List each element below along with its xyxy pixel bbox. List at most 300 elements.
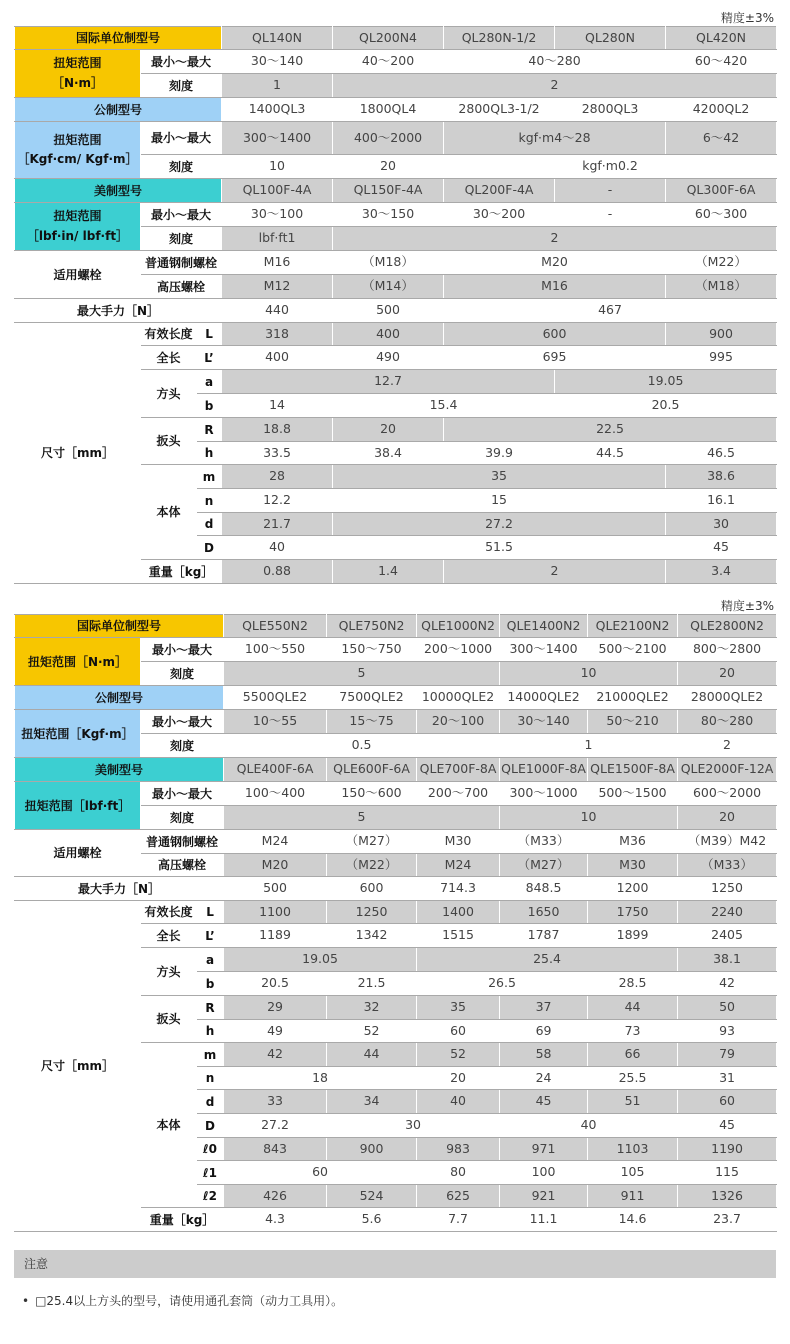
value-cell: 524: [327, 1185, 417, 1208]
value-cell: M16: [222, 251, 333, 275]
value-cell: 426: [224, 1185, 327, 1208]
value-cell: 5.6: [327, 1208, 417, 1232]
value-cell: 2: [678, 734, 777, 758]
value-cell: 30～200: [444, 203, 555, 227]
model-cell: QLE1000N2: [417, 615, 500, 638]
value-cell: 40: [500, 1114, 678, 1138]
model-cell: 28000QLE2: [678, 686, 777, 710]
intl-model-header: 国际单位制型号: [15, 615, 224, 638]
bolts-label: 适用螺栓: [15, 251, 141, 299]
value-cell: 150～600: [327, 782, 417, 806]
value-cell: 12.7: [222, 370, 555, 394]
model-cell: QLE1400N2: [500, 615, 588, 638]
value-cell: 49: [224, 1020, 327, 1043]
value-cell: 30: [327, 1114, 500, 1138]
model-cell: QLE1000F-8A: [500, 758, 588, 782]
minmax-label: 最小～最大: [141, 638, 224, 662]
value-cell: 58: [500, 1043, 588, 1067]
model-cell: QL280N: [555, 27, 666, 50]
model-cell: QLE2800N2: [678, 615, 777, 638]
torque-kgf-label: 扭矩范围 ［Kgf·cm/ Kgf·m］: [15, 122, 141, 179]
dim-key: m: [197, 465, 222, 489]
value-cell: 20.5: [555, 394, 777, 418]
bolts-label: 适用螺栓: [15, 830, 141, 877]
value-cell: 30: [666, 513, 777, 536]
value-cell: M36: [588, 830, 678, 854]
value-cell: 44.5: [555, 442, 666, 465]
scale-label: 刻度: [141, 734, 224, 758]
value-cell: 26.5: [417, 972, 588, 996]
value-cell: 1189: [224, 924, 327, 948]
value-cell: 80～280: [678, 710, 777, 734]
model-cell: 2800QL3-1/2: [444, 98, 555, 122]
value-cell: 900: [666, 323, 777, 346]
value-cell: 60～300: [666, 203, 777, 227]
value-cell: 51: [588, 1090, 678, 1114]
value-cell: 400～2000: [333, 122, 444, 155]
intl-model-row: [15, 615, 777, 638]
value-cell: 38.6: [666, 465, 777, 489]
value-cell: 40～200: [333, 50, 444, 74]
weight-label: 重量［kg］: [141, 560, 222, 584]
value-cell: （M33）: [500, 830, 588, 854]
model-cell: QL100F-4A: [222, 179, 333, 203]
bolt-steel-row: [15, 251, 777, 275]
value-cell: 20: [678, 806, 777, 830]
value-cell: M20: [224, 854, 327, 877]
value-cell: 30～100: [222, 203, 333, 227]
metric-model-header: 公制型号: [15, 686, 224, 710]
wrench-label: 扳头: [141, 996, 197, 1043]
eff-len-label: 有效长度: [141, 323, 197, 346]
value-cell: 971: [500, 1138, 588, 1161]
dim-key: m: [197, 1043, 224, 1067]
value-cell: （M18）: [666, 275, 777, 299]
minmax-label: 最小～最大: [141, 122, 222, 155]
value-cell: 10: [500, 662, 678, 686]
metric-model-row: [15, 686, 777, 710]
model-cell: 4200QL2: [666, 98, 777, 122]
model-cell: QLE600F-6A: [327, 758, 417, 782]
value-cell: 1.4: [333, 560, 444, 584]
value-cell: 18.8: [222, 418, 333, 442]
value-cell: 1787: [500, 924, 588, 948]
max-force-row: [15, 299, 777, 323]
square-label: 方头: [141, 948, 197, 996]
dim-key: ℓ1: [197, 1161, 224, 1185]
minmax-label: 最小～最大: [141, 203, 222, 227]
value-cell: 45: [500, 1090, 588, 1114]
model-cell: QL200N4: [333, 27, 444, 50]
bolt-steel-label: 普通钢制螺栓: [141, 251, 222, 275]
weight-label: 重量［kg］: [141, 1208, 224, 1232]
value-cell: 10: [500, 806, 678, 830]
value-cell: 39.9: [444, 442, 555, 465]
value-cell: 150～750: [327, 638, 417, 662]
value-cell: 14: [222, 394, 333, 418]
dim-L-row: [15, 901, 777, 924]
value-cell: 848.5: [500, 877, 588, 901]
value-cell: （M22）: [666, 251, 777, 275]
value-cell: 80: [417, 1161, 500, 1185]
value-cell: （M18）: [333, 251, 444, 275]
value-cell: 3.4: [666, 560, 777, 584]
value-cell: M30: [417, 830, 500, 854]
value-cell: 31: [678, 1067, 777, 1090]
value-cell: 318: [222, 323, 333, 346]
us-model-row: [15, 758, 777, 782]
bolt-high-label: 高压螺栓: [141, 275, 222, 299]
scale-label: 刻度: [141, 227, 222, 251]
torque-nm-label: 扭矩范围 ［N·m］: [15, 50, 141, 98]
value-cell: 921: [500, 1185, 588, 1208]
value-cell: kgf·m4～28: [444, 122, 666, 155]
value-cell: 66: [588, 1043, 678, 1067]
value-cell: 1750: [588, 901, 678, 924]
value-cell: 100～550: [224, 638, 327, 662]
dim-key: D: [197, 1114, 224, 1138]
wrench-label: 扳头: [141, 418, 197, 465]
value-cell: M20: [444, 251, 666, 275]
spec-table-2: [14, 614, 777, 1232]
dim-key: a: [197, 370, 222, 394]
model-cell: 7500QLE2: [327, 686, 417, 710]
model-cell: QLE550N2: [224, 615, 327, 638]
value-cell: 467: [444, 299, 777, 323]
dim-key: d: [197, 1090, 224, 1114]
value-cell: 24: [500, 1067, 588, 1090]
value-cell: 29: [224, 996, 327, 1020]
value-cell: 5: [224, 662, 500, 686]
lbf-range-row: [15, 782, 777, 806]
value-cell: 35: [333, 465, 666, 489]
dim-key: L’: [197, 924, 224, 948]
value-cell: 12.2: [222, 489, 333, 513]
value-cell: 1650: [500, 901, 588, 924]
value-cell: 0.88: [222, 560, 333, 584]
model-cell: QL150F-4A: [333, 179, 444, 203]
value-cell: 400: [222, 346, 333, 370]
scale-label: 刻度: [141, 74, 222, 98]
value-cell: 60: [224, 1161, 417, 1185]
body-label: 本体: [141, 465, 197, 560]
value-cell: 93: [678, 1020, 777, 1043]
value-cell: 2: [444, 560, 666, 584]
value-cell: 22.5: [444, 418, 777, 442]
value-cell: 15～75: [327, 710, 417, 734]
value-cell: 1899: [588, 924, 678, 948]
value-cell: 20: [333, 155, 444, 179]
value-cell: 800～2800: [678, 638, 777, 662]
value-cell: 911: [588, 1185, 678, 1208]
model-cell: QLE2000F-12A: [678, 758, 777, 782]
value-cell: 20: [333, 418, 444, 442]
value-cell: 18: [224, 1067, 417, 1090]
value-cell: 52: [417, 1043, 500, 1067]
value-cell: 1200: [588, 877, 678, 901]
value-cell: M24: [417, 854, 500, 877]
value-cell: 33: [224, 1090, 327, 1114]
value-cell: 625: [417, 1185, 500, 1208]
value-cell: 38.1: [678, 948, 777, 972]
value-cell: 1400: [417, 901, 500, 924]
torque-lbf-label: 扭矩范围［lbf·ft］: [15, 782, 141, 830]
body-label: 本体: [141, 1043, 197, 1208]
value-cell: 2405: [678, 924, 777, 948]
value-cell: 695: [444, 346, 666, 370]
value-cell: 21.5: [327, 972, 417, 996]
value-cell: 37: [500, 996, 588, 1020]
dim-key: n: [197, 489, 222, 513]
value-cell: 44: [327, 1043, 417, 1067]
value-cell: 100～400: [224, 782, 327, 806]
value-cell: 28: [222, 465, 333, 489]
value-cell: 7.7: [417, 1208, 500, 1232]
value-cell: 23.7: [678, 1208, 777, 1232]
value-cell: 27.2: [333, 513, 666, 536]
value-cell: 2: [333, 227, 777, 251]
spec-table-1: [14, 26, 777, 584]
model-cell: QLE750N2: [327, 615, 417, 638]
value-cell: （M33）: [678, 854, 777, 877]
value-cell: 21.7: [222, 513, 333, 536]
dim-key: d: [197, 513, 222, 536]
value-cell: 115: [678, 1161, 777, 1185]
value-cell: 15: [333, 489, 666, 513]
model-cell: 1800QL4: [333, 98, 444, 122]
value-cell: 30～140: [500, 710, 588, 734]
value-cell: 60～420: [666, 50, 777, 74]
value-cell: M30: [588, 854, 678, 877]
model-cell: 21000QLE2: [588, 686, 678, 710]
value-cell: 45: [666, 536, 777, 560]
max-force-row: [15, 877, 777, 901]
model-cell: QL200F-4A: [444, 179, 555, 203]
value-cell: 51.5: [333, 536, 666, 560]
model-cell: QLE400F-6A: [224, 758, 327, 782]
us-model-row: [15, 179, 777, 203]
value-cell: 20～100: [417, 710, 500, 734]
dim-key: R: [197, 996, 224, 1020]
value-cell: 600: [444, 323, 666, 346]
torque-nm-label: 扭矩范围［N·m］: [15, 638, 141, 686]
dim-L-row: [15, 323, 777, 346]
us-model-header: 美制型号: [15, 179, 222, 203]
full-len-label: 全长: [141, 346, 197, 370]
value-cell: 440: [222, 299, 333, 323]
scale-label: 刻度: [141, 806, 224, 830]
accuracy-label-2: 精度±3%: [720, 599, 774, 613]
scale-label: 刻度: [141, 155, 222, 179]
value-cell: 46.5: [666, 442, 777, 465]
square-label: 方头: [141, 370, 197, 418]
model-cell: QLE1500F-8A: [588, 758, 678, 782]
notes-title: 注意: [24, 1257, 49, 1271]
value-cell: 25.5: [588, 1067, 678, 1090]
dim-key: D: [197, 536, 222, 560]
value-cell: 1515: [417, 924, 500, 948]
minmax-label: 最小～最大: [141, 782, 224, 806]
value-cell: 30～140: [222, 50, 333, 74]
value-cell: 1250: [678, 877, 777, 901]
value-cell: 200～700: [417, 782, 500, 806]
value-cell: M12: [222, 275, 333, 299]
model-cell: QL420N: [666, 27, 777, 50]
dim-key: a: [197, 948, 224, 972]
value-cell: 300～1400: [222, 122, 333, 155]
torque-kgf-label: 扭矩范围［Kgf·m］: [15, 710, 141, 758]
value-cell: 100: [500, 1161, 588, 1185]
value-cell: 73: [588, 1020, 678, 1043]
value-cell: 2: [333, 74, 777, 98]
dim-key: n: [197, 1067, 224, 1090]
value-cell: 4.3: [224, 1208, 327, 1232]
value-cell: 15.4: [333, 394, 555, 418]
value-cell: 25.4: [417, 948, 678, 972]
value-cell: 300～1000: [500, 782, 588, 806]
value-cell: 44: [588, 996, 678, 1020]
value-cell: 38.4: [333, 442, 444, 465]
value-cell: 1: [500, 734, 678, 758]
value-cell: 35: [417, 996, 500, 1020]
dim-key: L: [197, 323, 222, 346]
scale-label: 刻度: [141, 662, 224, 686]
value-cell: 500: [333, 299, 444, 323]
value-cell: （M27）: [500, 854, 588, 877]
full-len-label: 全长: [141, 924, 197, 948]
value-cell: 400: [333, 323, 444, 346]
value-cell: -: [555, 203, 666, 227]
value-cell: 79: [678, 1043, 777, 1067]
value-cell: 30～150: [333, 203, 444, 227]
value-cell: 1250: [327, 901, 417, 924]
metric-model-header: 公制型号: [15, 98, 222, 122]
us-model-header: 美制型号: [15, 758, 224, 782]
value-cell: 843: [224, 1138, 327, 1161]
value-cell: 500: [224, 877, 327, 901]
value-cell: 11.1: [500, 1208, 588, 1232]
value-cell: （M39）M42: [678, 830, 777, 854]
value-cell: 1100: [224, 901, 327, 924]
value-cell: 2240: [678, 901, 777, 924]
value-cell: 14.6: [588, 1208, 678, 1232]
kgf-range-row: [15, 710, 777, 734]
value-cell: lbf·ft1: [222, 227, 333, 251]
value-cell: 20: [417, 1067, 500, 1090]
value-cell: 490: [333, 346, 444, 370]
minmax-label: 最小～最大: [141, 50, 222, 74]
value-cell: 42: [678, 972, 777, 996]
value-cell: 16.1: [666, 489, 777, 513]
dim-key: h: [197, 442, 222, 465]
value-cell: M24: [224, 830, 327, 854]
value-cell: 300～1400: [500, 638, 588, 662]
value-cell: 40: [222, 536, 333, 560]
value-cell: 34: [327, 1090, 417, 1114]
value-cell: M16: [444, 275, 666, 299]
dim-key: ℓ0: [197, 1138, 224, 1161]
dim-key: L: [197, 901, 224, 924]
dim-key: h: [197, 1020, 224, 1043]
notes-header: [14, 1250, 776, 1278]
accuracy-label-1: 精度±3%: [720, 11, 774, 25]
lbf-range-row: [15, 203, 777, 227]
metric-model-row: [15, 98, 777, 122]
torque-lbf-label: 扭矩范围 ［lbf·in/ lbf·ft］: [15, 203, 141, 251]
model-cell: QLE2100N2: [588, 615, 678, 638]
value-cell: 40: [417, 1090, 500, 1114]
value-cell: 600: [327, 877, 417, 901]
value-cell: 1342: [327, 924, 417, 948]
value-cell: 28.5: [588, 972, 678, 996]
value-cell: 10: [222, 155, 333, 179]
nm-range-row: [15, 50, 777, 74]
model-cell: 10000QLE2: [417, 686, 500, 710]
value-cell: 27.2: [224, 1114, 327, 1138]
intl-model-row: [15, 27, 777, 50]
value-cell: 1: [222, 74, 333, 98]
value-cell: 0.5: [224, 734, 500, 758]
value-cell: 69: [500, 1020, 588, 1043]
value-cell: 5: [224, 806, 500, 830]
value-cell: 105: [588, 1161, 678, 1185]
value-cell: 19.05: [224, 948, 417, 972]
bolt-steel-row: [15, 830, 777, 854]
value-cell: 45: [678, 1114, 777, 1138]
model-cell: 5500QLE2: [224, 686, 327, 710]
max-force-label: 最大手力［N］: [15, 877, 224, 901]
dim-key: b: [197, 394, 222, 418]
value-cell: 60: [417, 1020, 500, 1043]
value-cell: 52: [327, 1020, 417, 1043]
value-cell: 50: [678, 996, 777, 1020]
model-cell: 2800QL3: [555, 98, 666, 122]
intl-model-header: 国际单位制型号: [15, 27, 222, 50]
value-cell: 200～1000: [417, 638, 500, 662]
value-cell: 500～1500: [588, 782, 678, 806]
value-cell: 50～210: [588, 710, 678, 734]
value-cell: 500～2100: [588, 638, 678, 662]
value-cell: 60: [678, 1090, 777, 1114]
value-cell: （M27）: [327, 830, 417, 854]
value-cell: 42: [224, 1043, 327, 1067]
value-cell: 32: [327, 996, 417, 1020]
dim-key: ℓ2: [197, 1185, 224, 1208]
dims-label: 尺寸［mm］: [15, 901, 141, 1232]
value-cell: 1326: [678, 1185, 777, 1208]
value-cell: （M22）: [327, 854, 417, 877]
value-cell: 1103: [588, 1138, 678, 1161]
dim-key: L’: [197, 346, 222, 370]
value-cell: 1190: [678, 1138, 777, 1161]
value-cell: 33.5: [222, 442, 333, 465]
kgf-range-row: [15, 122, 777, 155]
value-cell: 20.5: [224, 972, 327, 996]
value-cell: 6～42: [666, 122, 777, 155]
note-item: • □25.4以上方头的型号，请使用通孔套筒（动力工具用）。: [22, 1292, 343, 1309]
model-cell: -: [555, 179, 666, 203]
value-cell: 10～55: [224, 710, 327, 734]
minmax-label: 最小～最大: [141, 710, 224, 734]
value-cell: 600～2000: [678, 782, 777, 806]
value-cell: 40～280: [444, 50, 666, 74]
dims-label: 尺寸［mm］: [15, 323, 141, 584]
value-cell: （M14）: [333, 275, 444, 299]
model-cell: QL140N: [222, 27, 333, 50]
model-cell: QL300F-6A: [666, 179, 777, 203]
model-cell: QL280N-1/2: [444, 27, 555, 50]
value-cell: 900: [327, 1138, 417, 1161]
